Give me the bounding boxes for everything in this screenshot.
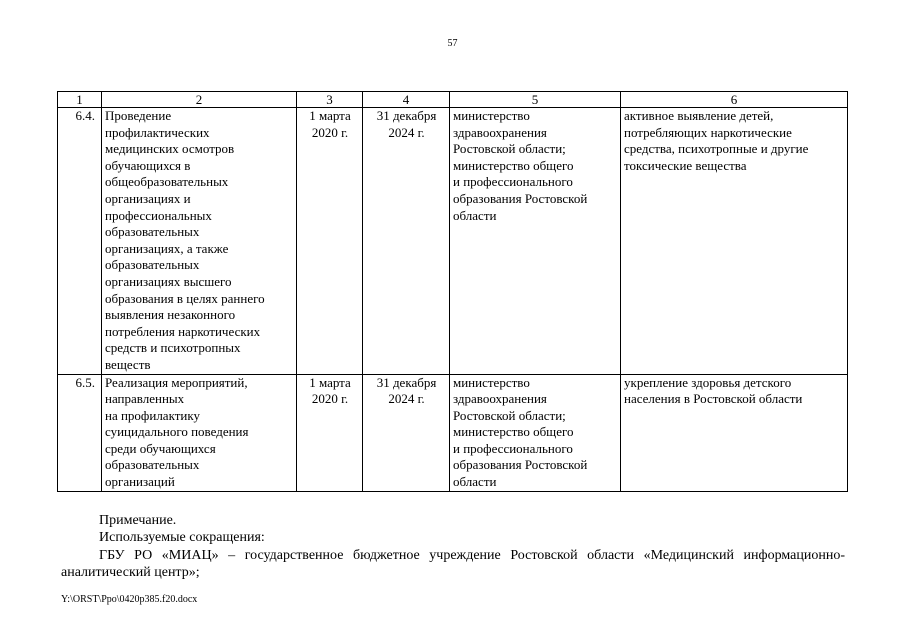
table-row	[58, 108, 848, 375]
header-cell: 3	[297, 92, 363, 108]
cell-line: здравоохранения	[453, 124, 547, 140]
cell-line: 1 марта	[309, 108, 351, 123]
header-cell: 1	[58, 92, 102, 108]
cell-line: выявления незаконного	[105, 307, 236, 323]
cell-line: министерство	[453, 108, 530, 123]
cell-line: организациях, а также	[105, 240, 229, 256]
row-number: 6.4.	[58, 108, 102, 375]
abbrev-line-1: ГБУ РО «МИАЦ» – государственное бюджетное учреждение Ростовской области «Медицинский информационно-	[99, 548, 845, 563]
cell-line: министерство общего	[453, 424, 574, 440]
cell-line: профилактических	[105, 124, 210, 140]
cell-line: организациях высшего	[105, 273, 232, 289]
file-path: Y:\ORST\Ppo\0420p385.f20.docx	[61, 594, 198, 605]
activity-cell	[102, 374, 297, 491]
activity-cell	[102, 108, 297, 375]
end-date-cell	[363, 374, 450, 491]
cell-line: медицинских осмотров	[105, 141, 235, 157]
header-cell: 6	[621, 92, 848, 108]
cell-line: Проведение	[105, 108, 172, 123]
page-number: 57	[447, 38, 458, 49]
cell-line: профессиональных	[105, 207, 212, 223]
cell-line: населения в Ростовской области	[624, 391, 803, 407]
cell-line: 31 декабря	[376, 374, 437, 390]
cell-line: образования Ростовской	[453, 457, 588, 473]
cell-line: области	[453, 474, 497, 490]
abbrev-heading: Используемые сокращения:	[99, 530, 265, 545]
executors-cell	[450, 374, 621, 491]
cell-line: здравоохранения	[453, 391, 547, 407]
cell-line: среди обучающихся	[105, 440, 216, 456]
abbrev-line-2: аналитический центр»;	[61, 565, 200, 580]
result-cell	[621, 108, 848, 375]
header-cell: 5	[450, 92, 621, 108]
executors-cell	[450, 108, 621, 375]
cell-line: 2024 г.	[388, 391, 425, 407]
activities-table	[57, 91, 848, 492]
cell-line: Ростовской области;	[453, 407, 566, 423]
result-cell	[621, 374, 848, 491]
header-cell: 2	[102, 92, 297, 108]
cell-line: организаций	[105, 474, 175, 490]
cell-line: токсические вещества	[624, 157, 747, 173]
cell-line: активное выявление детей,	[624, 108, 774, 123]
cell-line: обучающихся в	[105, 157, 191, 173]
cell-line: веществ	[105, 356, 151, 372]
cell-line: 31 декабря	[376, 108, 437, 123]
cell-line: организациях и	[105, 190, 191, 206]
cell-line: и профессионального	[453, 440, 573, 456]
table-row	[58, 374, 848, 491]
header-cell: 4	[363, 92, 450, 108]
cell-line: общеобразовательных	[105, 174, 229, 190]
cell-line: образовательных	[105, 457, 200, 473]
start-date-cell	[297, 108, 363, 375]
cell-line: Ростовской области;	[453, 141, 566, 157]
cell-line: 2020 г.	[311, 391, 349, 407]
cell-line: потребления наркотических	[105, 323, 261, 339]
cell-line: средств и психотропных	[105, 340, 241, 356]
cell-line: потребляющих наркотические	[624, 124, 792, 140]
row-number: 6.5.	[58, 374, 102, 491]
cell-line: образовательных	[105, 257, 200, 273]
note-title: Примечание.	[99, 513, 177, 528]
cell-line: 1 марта	[309, 374, 351, 390]
cell-line: укрепление здоровья детского	[624, 374, 792, 390]
cell-line: области	[453, 207, 497, 223]
cell-line: суицидального поведения	[105, 424, 249, 440]
cell-line: образования в целях раннего	[105, 290, 265, 306]
cell-line: средства, психотропные и другие	[624, 141, 809, 157]
start-date-cell	[297, 374, 363, 491]
cell-line: образования Ростовской	[453, 190, 588, 206]
cell-line: и профессионального	[453, 174, 573, 190]
cell-line: министерство	[453, 374, 530, 390]
table-header-row	[58, 92, 848, 108]
cell-line: направленных	[105, 391, 185, 407]
cell-line: Реализация мероприятий,	[105, 374, 248, 390]
end-date-cell	[363, 108, 450, 375]
cell-line: министерство общего	[453, 157, 574, 173]
cell-line: на профилактику	[105, 407, 200, 423]
cell-line: 2020 г.	[311, 124, 349, 140]
cell-line: 2024 г.	[388, 124, 425, 140]
cell-line: образовательных	[105, 224, 200, 240]
